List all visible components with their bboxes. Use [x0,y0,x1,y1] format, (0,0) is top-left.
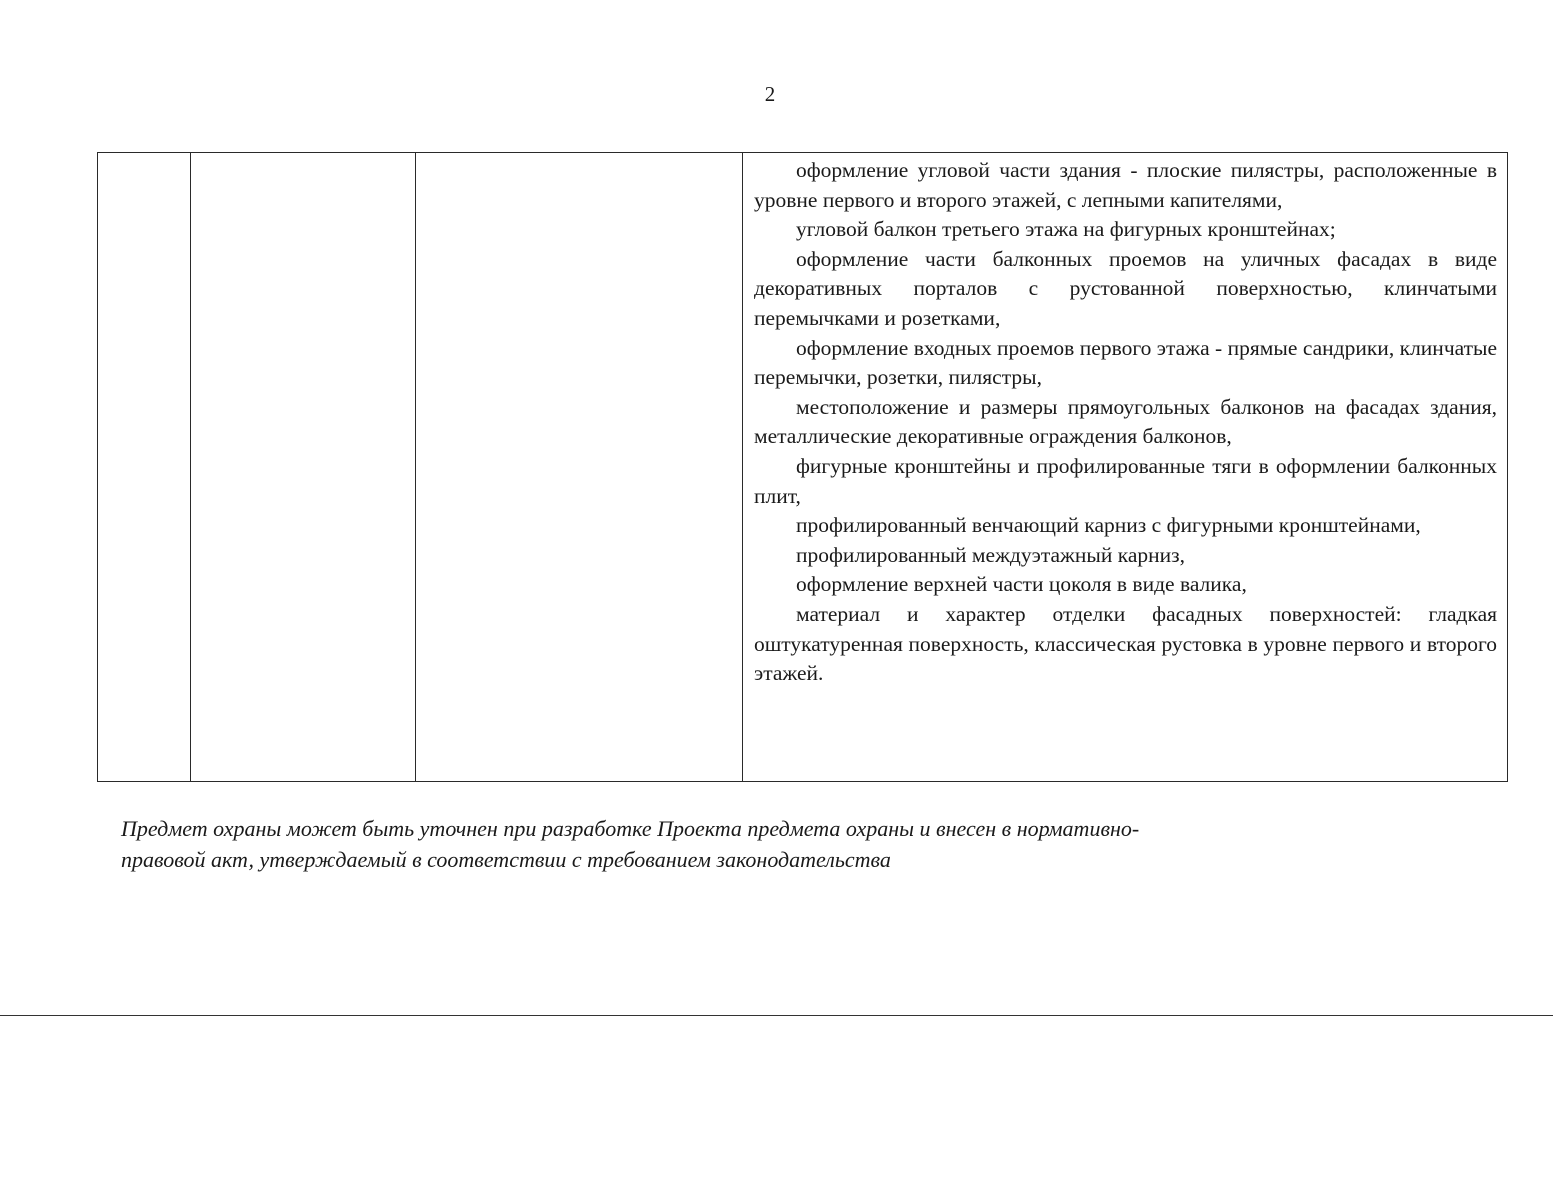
footnote-line-2: правовой акт, утверждаемый в соответствии с требованием законодательства [121,847,891,872]
list-item: местоположение и размеры прямоугольных балконов на фасадах здания, металлические декоративные ограждения балконов, [754,394,1497,449]
footnote-line-1: Предмет охраны может быть уточнен при разработке Проекта предмета охраны и внесен в нормативно- [121,816,1140,841]
list-item: фигурные кронштейны и профилированные тяги в оформлении балконных плит, [754,453,1497,508]
page-divider [0,1015,1553,1016]
list-item: оформление верхней части цоколя в виде валика, [796,572,1247,597]
list-item: оформление входных проемов первого этажа - прямые сандрики, клинчатые перемычки, розетки, пилястры, [754,335,1497,390]
list-item: профилированный междуэтажный карниз, [796,542,1186,567]
list-item: угловой балкон третьего этажа на фигурных кронштейнах; [796,217,1336,242]
table-cell-name [191,153,416,782]
protection-subject-text [743,153,1507,689]
list-item: профилированный венчающий карниз с фигурными кронштейнами, [796,513,1421,538]
list-item: оформление части балконных проемов на уличных фасадах в виде декоративных порталов с рустованной поверхностью, клинчатыми перемычками и розетками, [754,246,1497,330]
list-item: материал и характер отделки фасадных поверхностей: гладкая оштукатуренная поверхность, классическая рустовка в уровне первого и второго этажей. [754,601,1497,686]
table-cell-number [98,153,191,782]
list-item: оформление угловой части здания - плоские пилястры, расположенные в уровне первого и второго этажей, с лепными капителями, [754,158,1497,212]
heritage-table [97,152,1508,782]
table-row [98,153,1508,782]
table-cell-location [416,153,743,782]
footnote [121,813,1381,875]
table-cell-protection-subject [743,153,1508,782]
page-number: 2 [764,82,776,106]
